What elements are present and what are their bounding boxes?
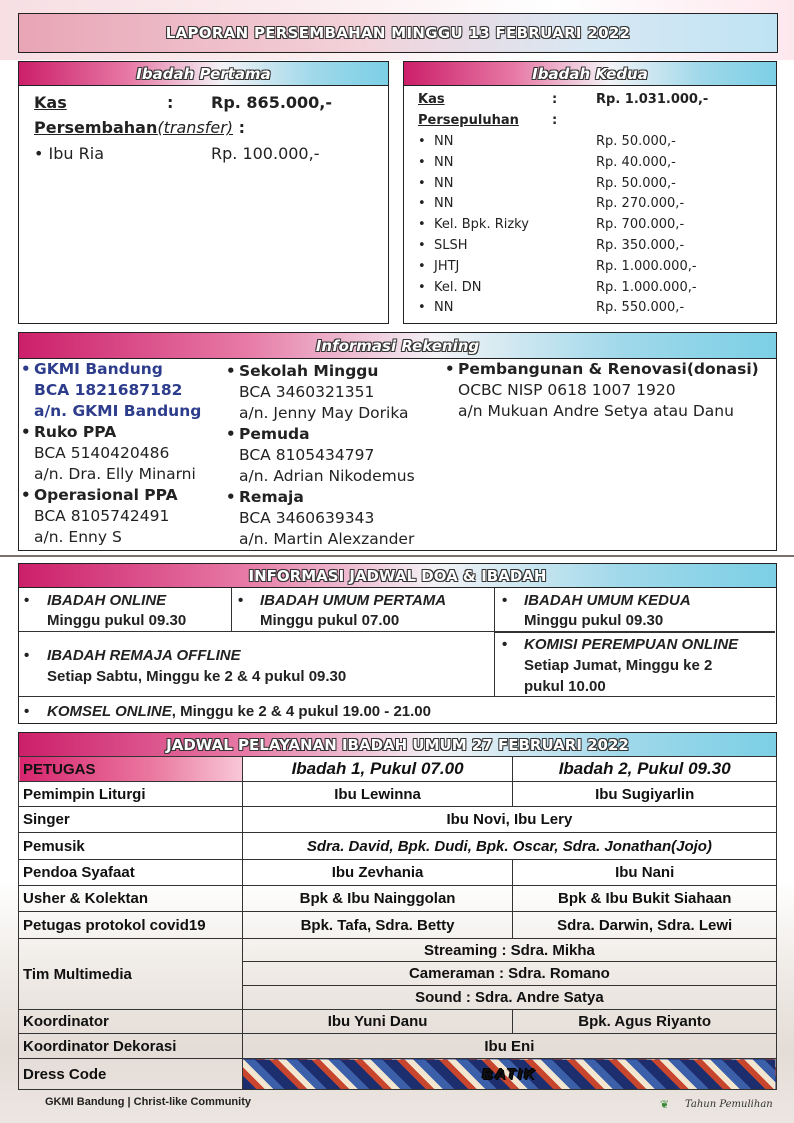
jadwal-col-divider bbox=[231, 588, 232, 632]
row-label: Petugas protokol covid19 bbox=[19, 912, 243, 939]
jadwal-doa-header bbox=[19, 564, 776, 588]
komisi-perempuan-time: Setiap Jumat, Minggu ke 2 bbox=[524, 657, 713, 674]
bullet: • bbox=[502, 636, 508, 653]
kas-value: Rp. 1.031.000,- bbox=[596, 92, 709, 107]
operasional-bullet: • bbox=[21, 486, 31, 504]
cell-value: Bpk. Tafa, Sdra. Betty bbox=[242, 912, 513, 939]
kas-colon: : bbox=[552, 92, 558, 107]
list-item-name: NN bbox=[434, 154, 454, 170]
operasional-title: Operasional PPA bbox=[34, 486, 178, 504]
rekening-title: Informasi Rekening bbox=[315, 336, 480, 355]
dress-code-value: BATIK bbox=[482, 1065, 537, 1083]
bullet: • bbox=[24, 703, 30, 720]
jadwal-doa-title: INFORMASI JADWAL DOA & IBADAH bbox=[248, 566, 547, 585]
bullet: • bbox=[502, 592, 508, 609]
list-item-name: JHTJ bbox=[434, 258, 460, 274]
donor-amount: Rp. 100.000,- bbox=[211, 144, 320, 163]
list-item-amount: Rp. 1.000.000,- bbox=[596, 258, 697, 274]
cell-value: Cameraman : Sdra. Romano bbox=[242, 962, 776, 986]
kas-label: Kas bbox=[34, 93, 67, 112]
donor-name: • Ibu Ria bbox=[34, 144, 104, 163]
ibadah-1-header: Ibadah 1, Pukul 07.00 bbox=[242, 757, 513, 782]
persembahan-label bbox=[34, 118, 245, 137]
pelayanan-title: JADWAL PELAYANAN IBADAH UMUM 27 FEBRUARI 2022 bbox=[166, 735, 629, 754]
pemuda-account: BCA 8105434797 bbox=[239, 446, 375, 464]
list-item-name: SLSH bbox=[434, 238, 468, 253]
pemuda-bullet: • bbox=[226, 425, 236, 443]
ruko-bullet: • bbox=[21, 423, 31, 441]
persembahan-text: Persembahan bbox=[34, 118, 158, 137]
bullet: • bbox=[24, 647, 30, 664]
ibadah-2-header: Ibadah 2, Pukul 09.30 bbox=[513, 757, 777, 782]
gkmi-name: GKMI Bandung bbox=[34, 360, 163, 378]
row-label: Tim Multimedia bbox=[19, 939, 243, 1010]
pembangunan-holder: a/n Mukuan Andre Setya atau Danu bbox=[458, 402, 734, 420]
dress-code-cell bbox=[242, 1059, 776, 1090]
ibadah-remaja-title: IBADAH REMAJA OFFLINE bbox=[47, 647, 241, 664]
pemuda-holder: a/n. Adrian Nikodemus bbox=[239, 467, 415, 485]
remaja-account: BCA 3460639343 bbox=[239, 509, 375, 527]
table-row bbox=[19, 833, 777, 860]
list-item-name: NN bbox=[434, 196, 454, 212]
cell-value: Ibu Yuni Danu bbox=[242, 1010, 513, 1034]
pembangunan-bullet: • bbox=[445, 360, 455, 378]
table-row bbox=[19, 1059, 777, 1090]
komsel-time: , Minggu ke 2 & 4 pukul 19.00 - 21.00 bbox=[171, 703, 431, 720]
report-title-banner bbox=[18, 13, 778, 53]
list-bullet: • bbox=[418, 238, 426, 253]
rekening-panel bbox=[18, 332, 777, 551]
row-label: Koordinator Dekorasi bbox=[19, 1034, 243, 1059]
cell-value: Bpk & Ibu Bukit Siahaan bbox=[513, 886, 777, 912]
list-bullet: • bbox=[418, 217, 426, 233]
row-label: Pemimpin Liturgi bbox=[19, 782, 243, 807]
ibadah-umum-kedua-title: IBADAH UMUM KEDUA bbox=[524, 592, 691, 609]
sekolah-account: BCA 3460321351 bbox=[239, 383, 375, 401]
ibadah-umum-pertama-title: IBADAH UMUM PERTAMA bbox=[260, 592, 447, 609]
footer-slogan: Tahun Pemulihan bbox=[685, 1099, 773, 1110]
cell-value: Sound : Sdra. Andre Satya bbox=[242, 986, 776, 1010]
cell-value: Ibu Novi, Ibu Lery bbox=[242, 807, 776, 833]
list-item-amount: Rp. 270.000,- bbox=[596, 196, 685, 212]
pemuda-title: Pemuda bbox=[239, 425, 310, 443]
list-bullet: • bbox=[418, 134, 426, 149]
persembahan-suffix: (transfer) bbox=[157, 118, 234, 137]
bullet: • bbox=[24, 592, 30, 609]
report-title: LAPORAN PERSEMBAHAN MINGGU 13 FEBRUARI 2022 bbox=[165, 24, 631, 42]
petugas-header: PETUGAS bbox=[19, 757, 243, 782]
ibadah-remaja-time: Setiap Sabtu, Minggu ke 2 & 4 pukul 09.30 bbox=[47, 668, 347, 685]
cell-value: Ibu Zevhania bbox=[242, 860, 513, 886]
komsel-title: KOMSEL ONLINE bbox=[47, 703, 172, 720]
bullet: • bbox=[238, 592, 244, 609]
ibadah-umum-pertama-time: Minggu pukul 07.00 bbox=[260, 612, 400, 629]
cell-value: Ibu Eni bbox=[242, 1034, 776, 1059]
cell-value: Ibu Lewinna bbox=[242, 782, 513, 807]
operasional-holder: a/n. Enny S bbox=[34, 528, 122, 546]
list-item-name: NN bbox=[434, 134, 454, 149]
table-row bbox=[19, 886, 777, 912]
kas-value: Rp. 865.000,- bbox=[211, 93, 333, 112]
list-bullet: • bbox=[418, 154, 426, 170]
table-row bbox=[19, 757, 777, 782]
table-row bbox=[19, 782, 777, 807]
cell-value: Bpk. Agus Riyanto bbox=[513, 1010, 777, 1034]
table-row bbox=[19, 912, 777, 939]
remaja-title: Remaja bbox=[239, 488, 304, 506]
ibadah-kedua-panel bbox=[403, 61, 777, 324]
komisi-perempuan-time-2: pukul 10.00 bbox=[524, 678, 606, 695]
pelayanan-header bbox=[18, 732, 777, 757]
sekolah-title: Sekolah Minggu bbox=[239, 362, 379, 380]
ibadah-kedua-header bbox=[404, 62, 776, 86]
kas-colon: : bbox=[167, 93, 174, 112]
list-bullet: • bbox=[418, 258, 426, 274]
sekolah-bullet: • bbox=[226, 362, 236, 380]
row-label: Singer bbox=[19, 807, 243, 833]
pembangunan-account: OCBC NISP 0618 1007 1920 bbox=[458, 381, 676, 399]
cell-value: Bpk & Ibu Nainggolan bbox=[242, 886, 513, 912]
row-label: Usher & Kolektan bbox=[19, 886, 243, 912]
list-item-amount: Rp. 50.000,- bbox=[596, 134, 676, 149]
remaja-bullet: • bbox=[226, 488, 236, 506]
ibadah-kedua-title: Ibadah Kedua bbox=[532, 64, 648, 83]
list-item-name: Kel. Bpk. Rizky bbox=[434, 217, 529, 233]
row-label: Pendoa Syafaat bbox=[19, 860, 243, 886]
sekolah-holder: a/n. Jenny May Dorika bbox=[239, 404, 409, 422]
table-row bbox=[19, 939, 777, 962]
ibadah-online-time: Minggu pukul 09.30 bbox=[47, 612, 187, 629]
cell-value: Sdra. Darwin, Sdra. Lewi bbox=[513, 912, 777, 939]
rekening-header bbox=[19, 333, 776, 359]
section-divider bbox=[0, 555, 794, 557]
persepuluhan-colon: : bbox=[552, 113, 558, 128]
komisi-perempuan-title: KOMISI PEREMPUAN ONLINE bbox=[524, 636, 739, 653]
row-label: Pemusik bbox=[19, 833, 243, 860]
ruko-title: Ruko PPA bbox=[34, 423, 117, 441]
list-item-amount: Rp. 350.000,- bbox=[596, 238, 685, 253]
pembangunan-title: Pembangunan & Renovasi(donasi) bbox=[458, 360, 759, 378]
ruko-holder: a/n. Dra. Elly Minarni bbox=[34, 465, 196, 483]
gkmi-bullet: • bbox=[21, 360, 31, 378]
persepuluhan-label: Persepuluhan bbox=[418, 113, 519, 128]
ibadah-pertama-panel bbox=[18, 61, 389, 324]
remaja-holder: a/n. Martin Alexzander bbox=[239, 530, 415, 548]
table-row bbox=[19, 1010, 777, 1034]
ibadah-pertama-header bbox=[19, 62, 388, 86]
jadwal-row-divider bbox=[494, 632, 775, 633]
leaf-icon: ❦ bbox=[660, 1098, 670, 1111]
table-row bbox=[19, 807, 777, 833]
list-item-amount: Rp. 1.000.000,- bbox=[596, 279, 697, 295]
operasional-account: BCA 8105742491 bbox=[34, 507, 170, 525]
ibadah-online-title: IBADAH ONLINE bbox=[47, 592, 167, 609]
list-item-amount: Rp. 50.000,- bbox=[596, 175, 676, 191]
persembahan-colon: : bbox=[233, 118, 245, 137]
list-item-amount: Rp. 700.000,- bbox=[596, 217, 685, 233]
komsel-line bbox=[47, 703, 431, 720]
pelayanan-table bbox=[18, 756, 777, 1090]
table-row bbox=[19, 1034, 777, 1059]
cell-value: Ibu Nani bbox=[513, 860, 777, 886]
ibadah-pertama-title: Ibadah Pertama bbox=[136, 64, 271, 83]
list-item-name: NN bbox=[434, 175, 454, 191]
ibadah-umum-kedua-time: Minggu pukul 09.30 bbox=[524, 612, 664, 629]
table-row bbox=[19, 860, 777, 886]
kas-label: Kas bbox=[418, 92, 445, 107]
list-item-amount: Rp. 40.000,- bbox=[596, 154, 676, 170]
cell-value: Sdra. David, Bpk. Dudi, Bpk. Oscar, Sdra. Jonathan(Jojo) bbox=[242, 833, 776, 860]
gkmi-holder: a/n. GKMI Bandung bbox=[34, 402, 202, 420]
jadwal-col-divider bbox=[494, 588, 495, 696]
footer-text: GKMI Bandung | Christ-like Community bbox=[45, 1096, 251, 1108]
list-item-name: NN bbox=[434, 300, 454, 316]
list-bullet: • bbox=[418, 196, 426, 212]
list-bullet: • bbox=[418, 300, 426, 316]
gkmi-account: BCA 1821687182 bbox=[34, 381, 183, 399]
list-item-name: Kel. DN bbox=[434, 279, 482, 295]
cell-value: Ibu Sugiyarlin bbox=[513, 782, 777, 807]
cell-value: Streaming : Sdra. Mikha bbox=[242, 939, 776, 962]
list-bullet: • bbox=[418, 279, 426, 295]
row-label: Koordinator bbox=[19, 1010, 243, 1034]
jadwal-row-divider bbox=[19, 696, 775, 697]
jadwal-doa-panel bbox=[18, 563, 777, 724]
list-item-amount: Rp. 550.000,- bbox=[596, 300, 685, 316]
ruko-account: BCA 5140420486 bbox=[34, 444, 170, 462]
list-bullet: • bbox=[418, 175, 426, 191]
row-label: Dress Code bbox=[19, 1059, 243, 1090]
